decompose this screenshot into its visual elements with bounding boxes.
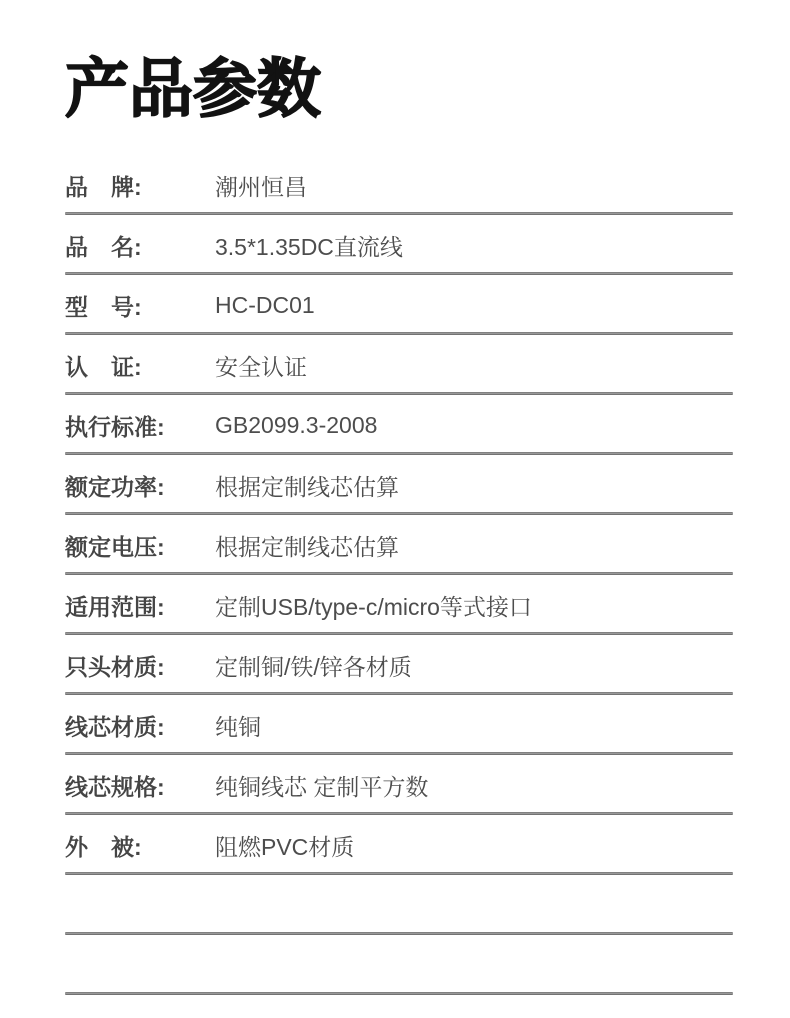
spec-value: 定制USB/type-c/micro等式接口 [215,593,532,620]
spec-label: 只头材质: [65,653,165,680]
spec-value: 3.5*1.35DC直流线 [215,233,403,260]
spec-row-jacket [65,815,733,872]
spec-label: 执行标准: [65,413,165,440]
spec-value: 根据定制线芯估算 [215,533,399,560]
spec-row-rated-voltage [65,515,733,572]
spec-row-applicable-range [65,575,733,632]
spec-row-rated-power [65,455,733,512]
row-divider [65,992,733,995]
spec-value: 安全认证 [215,353,307,380]
page-title: 产品参数 [65,53,321,125]
spec-row-standard [65,395,733,452]
spec-row-plug-material [65,635,733,692]
spec-label: 品 名: [65,233,142,260]
spec-value: HC-DC01 [215,291,315,318]
spec-row-product-name [65,215,733,272]
spec-row-empty [65,935,733,992]
spec-label: 线芯材质: [65,713,165,740]
spec-label: 认 证: [65,353,142,380]
spec-label: 适用范围: [65,593,165,620]
spec-row-core-material [65,695,733,752]
spec-label: 外 被: [65,833,142,860]
spec-value: 阻燃PVC材质 [215,833,355,860]
spec-label: 额定电压: [65,533,165,560]
spec-value: 纯铜 [215,713,261,740]
spec-row-brand [65,155,733,212]
spec-value: 定制铜/铁/锌各材质 [215,653,412,680]
spec-value: 纯铜线芯 定制平方数 [215,773,429,800]
spec-table [65,155,733,995]
spec-label: 线芯规格: [65,773,165,800]
spec-label: 额定功率: [65,473,165,500]
spec-label: 品 牌: [65,173,142,200]
spec-row-certification [65,335,733,392]
spec-value: 根据定制线芯估算 [215,473,399,500]
spec-value: GB2099.3-2008 [215,411,378,438]
spec-row-model [65,275,733,332]
spec-value: 潮州恒昌 [215,173,307,200]
spec-row-empty [65,875,733,932]
spec-label: 型 号: [65,293,142,320]
spec-row-core-spec [65,755,733,812]
